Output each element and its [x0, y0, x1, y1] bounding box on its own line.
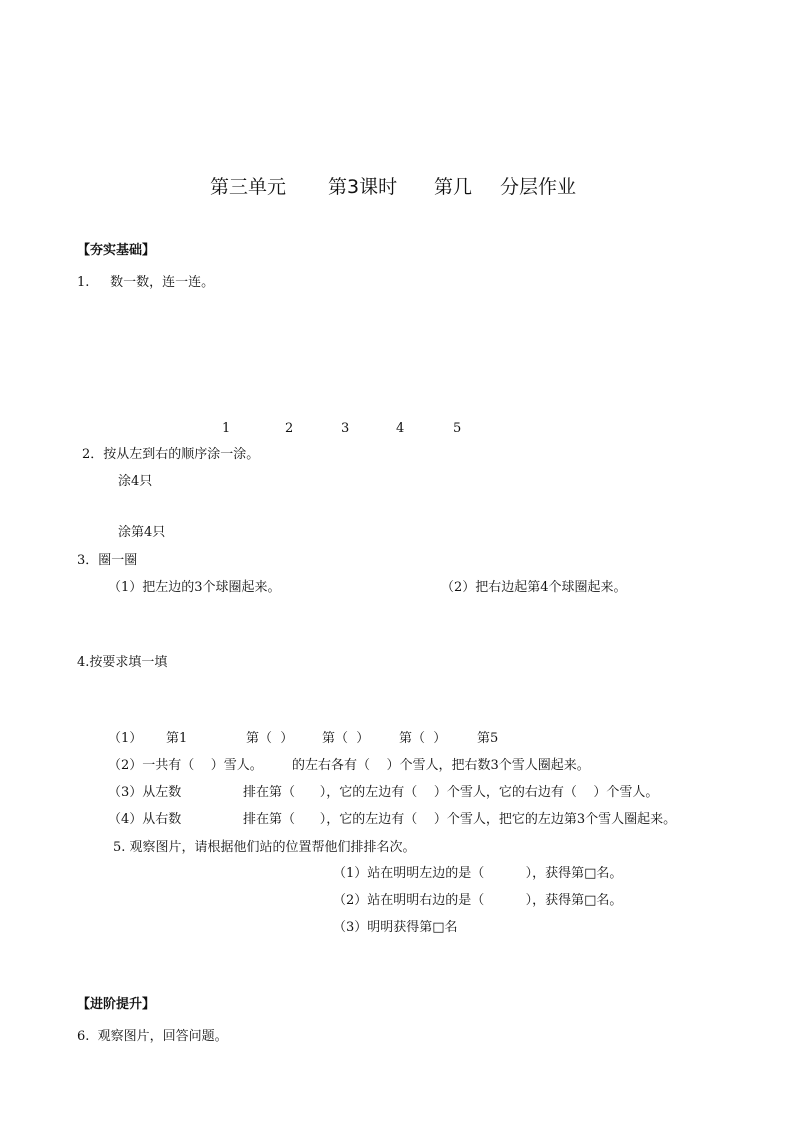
- q2-line-2: 涂第4只: [118, 525, 166, 540]
- q1-prompt: 1. 数一数，连一连。: [77, 275, 215, 290]
- title-lesson: 第3课时: [328, 176, 398, 198]
- q4-prompt: 4.按要求填一填: [77, 655, 168, 670]
- title-unit: 第三单元: [210, 176, 287, 198]
- q5-line-3: （3）明明获得第□名: [333, 920, 458, 935]
- title-type: 分层作业: [500, 176, 577, 198]
- q5-line-2: （2）站在明明右边的是（ ），获得第□名。: [333, 893, 623, 908]
- q4-row1-item: 第1: [166, 731, 188, 746]
- q2-prompt: 2．按从左到右的顺序涂一涂。: [82, 447, 260, 462]
- q1-number: 5: [453, 421, 462, 436]
- q1-number: 1: [222, 421, 231, 436]
- q3-part-2: （2）把右边起第4个球圈起来。: [441, 580, 627, 595]
- q2-line-1: 涂4只: [118, 474, 153, 489]
- section-basic-heading: 【夯实基础】: [77, 243, 156, 258]
- q4-row1-item: 第（ ）: [322, 731, 370, 746]
- section-advanced-heading: 【进阶提升】: [77, 997, 156, 1012]
- q4-row4-part-b: 排在第（ ），它的左边有（ ）个雪人，把它的左边第3个雪人圈起来。: [243, 812, 677, 827]
- q3-part-1: （1）把左边的3个球圈起来。: [108, 580, 281, 595]
- q4-row2-part-a: （2）一共有（ ）雪人。: [108, 758, 263, 773]
- q4-row3-part-a: （3）从左数: [108, 785, 182, 800]
- q6-prompt: 6. 观察图片，回答问题。: [77, 1029, 228, 1044]
- q3-prompt: 3．圈一圈: [77, 553, 138, 568]
- q4-row1-label: （1）: [108, 731, 143, 746]
- q4-row1-item: 第5: [477, 731, 499, 746]
- q1-number: 2: [285, 421, 294, 436]
- q1-number: 4: [396, 421, 405, 436]
- q1-number: 3: [341, 421, 350, 436]
- q5-line-1: （1）站在明明左边的是（ ），获得第□名。: [333, 866, 623, 881]
- q4-row1-item: 第（ ）: [399, 731, 447, 746]
- q4-row1-item: 第（ ）: [246, 731, 294, 746]
- title-topic: 第几: [434, 176, 473, 198]
- q4-row3-part-b: 排在第（ ），它的左边有（ ）个雪人，它的右边有（ ）个雪人。: [243, 785, 659, 800]
- q5-prompt: 5. 观察图片，请根据他们站的位置帮他们排排名次。: [113, 840, 416, 855]
- q4-row4-part-a: （4）从右数: [108, 812, 182, 827]
- q4-row2-part-b: 的左右各有（ ）个雪人，把右数3个雪人圈起来。: [292, 758, 590, 773]
